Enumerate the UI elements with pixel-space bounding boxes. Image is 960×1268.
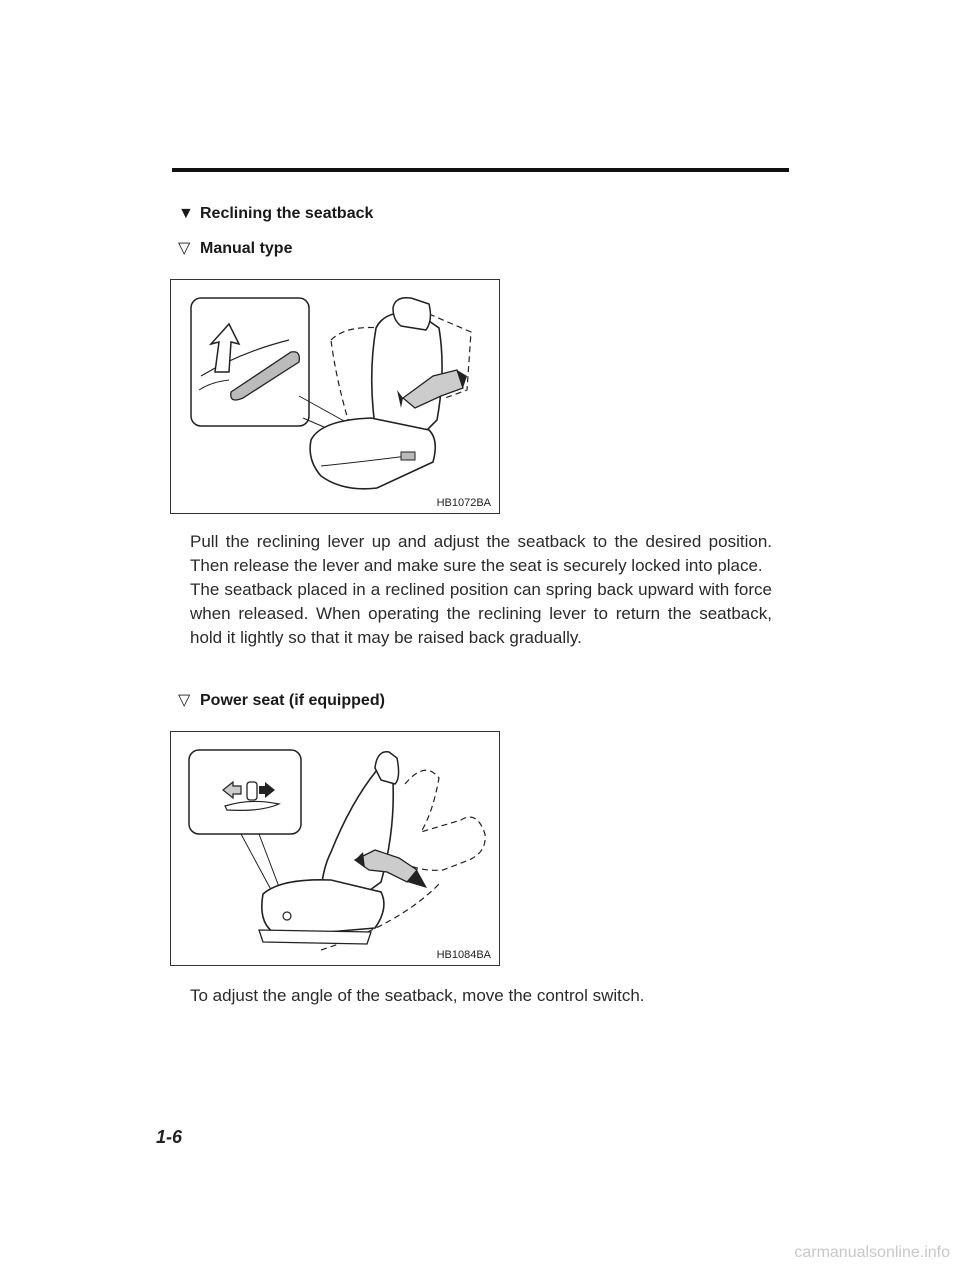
power-seat-illustration: [171, 732, 499, 965]
manual-subheading: [178, 238, 292, 258]
manual-seat-figure: [170, 279, 500, 514]
section-title: Reclining the seatback: [200, 205, 374, 222]
watermark: carmanualsonline.info: [794, 1244, 950, 1261]
power-figure-code: HB1084BA: [436, 949, 491, 961]
power-subheading: [178, 690, 385, 710]
manual-paragraph-2: The seatback placed in a reclined position can spring back upward with force when released. When operating the reclining lever to return the seatback, hold it lightly so that it may be raised back gradually.: [190, 580, 772, 647]
section-heading: [178, 205, 373, 223]
hollow-triangle-icon: ▽: [178, 240, 191, 257]
header-rule: [172, 168, 789, 172]
manual-title: Manual type: [200, 240, 293, 257]
manual-paragraph-1: Pull the reclining lever up and adjust the seatback to the desired position. Then release the lever and make sure the seat is securely locked into place.: [190, 532, 772, 575]
manual-seat-illustration: [171, 280, 499, 513]
power-instructions: [190, 984, 772, 1008]
power-paragraph-1: To adjust the angle of the seatback, move the control switch.: [190, 986, 645, 1005]
power-title: Power seat (if equipped): [200, 692, 385, 709]
power-seat-figure: [170, 731, 500, 966]
manual-instructions: [190, 530, 772, 650]
filled-triangle-icon: ▼: [178, 205, 194, 222]
manual-figure-code: HB1072BA: [436, 497, 491, 509]
hollow-triangle-icon: ▽: [178, 692, 191, 709]
page-number: 1-6: [156, 1127, 183, 1147]
